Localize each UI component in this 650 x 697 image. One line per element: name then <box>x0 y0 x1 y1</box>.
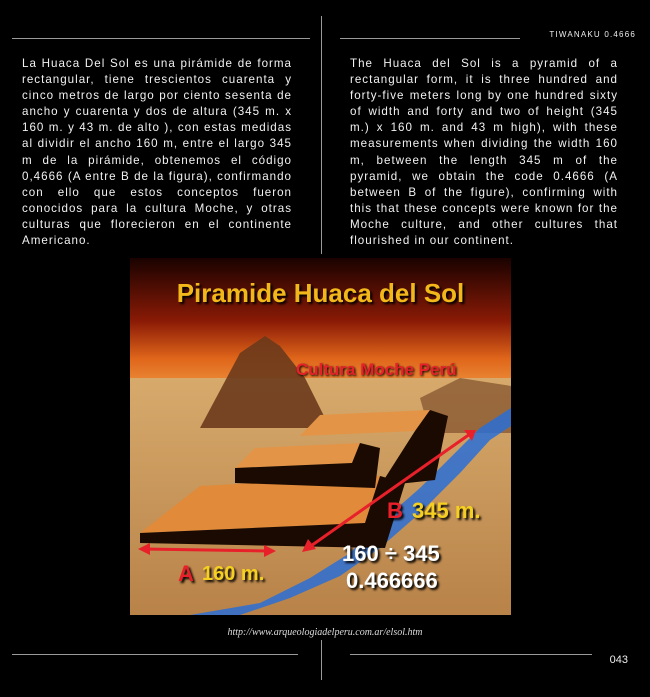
english-paragraph: The Huaca del Sol is a pyramid of a rectangular form, it is three hundred and forty-five meters long by one hundred sixty of width and forty and two of height (345 m.) x 160 m. and 43 m high), with these measurements when dividing the width 160 m, between the length 345 m of the pyramid, we obtain the code 0.4666 (A between B of the figure), confirming with this that these concepts were known for the Moche culture, and other cultures that flourished in our continent. <box>350 57 618 248</box>
figure-title: Piramide Huaca del Sol <box>176 278 465 308</box>
column-divider <box>321 16 322 254</box>
bottom-rule-left <box>12 654 298 655</box>
running-header: TIWANAKU 0.4666 <box>549 30 636 39</box>
page-number: 043 <box>609 654 628 666</box>
label-b-value: 345 m. <box>412 498 481 523</box>
formula: 160 ÷ 345 <box>342 541 440 566</box>
arrow-a <box>144 549 270 551</box>
label-a-value: 160 m. <box>202 563 265 585</box>
bottom-divider <box>321 640 322 680</box>
spanish-paragraph: La Huaca Del Sol es una pirámide de forma rectangular, tiene trescientos cuarenta y cinco metros de largo por ciento sesenta de ancho y cuarenta y dos de altura (345 m. x 160 m. y 43 m. de alto ), con estas medidas al dividir el ancho 160 m, entre el largo 345 m de la pirámide, obtenemos el código 0,4666 (A entre B de la figura), confirmando con ello que estos conceptos fueron conocidos para la cultura Moche, y otras culturas que florecieron en el continente Americano. <box>22 57 292 248</box>
label-b-letter: B <box>387 498 403 523</box>
result: 0.466666 <box>346 568 438 593</box>
source-link[interactable]: http://www.arqueologiadelperu.com.ar/elsol.htm <box>227 627 423 638</box>
top-rule-right <box>340 38 520 39</box>
pyramid-figure <box>130 258 511 615</box>
figure-subtitle: Cultura Moche Perú <box>296 360 457 379</box>
bottom-rule-right <box>350 654 592 655</box>
top-rule-left <box>12 38 310 39</box>
label-a-letter: A <box>178 561 194 586</box>
